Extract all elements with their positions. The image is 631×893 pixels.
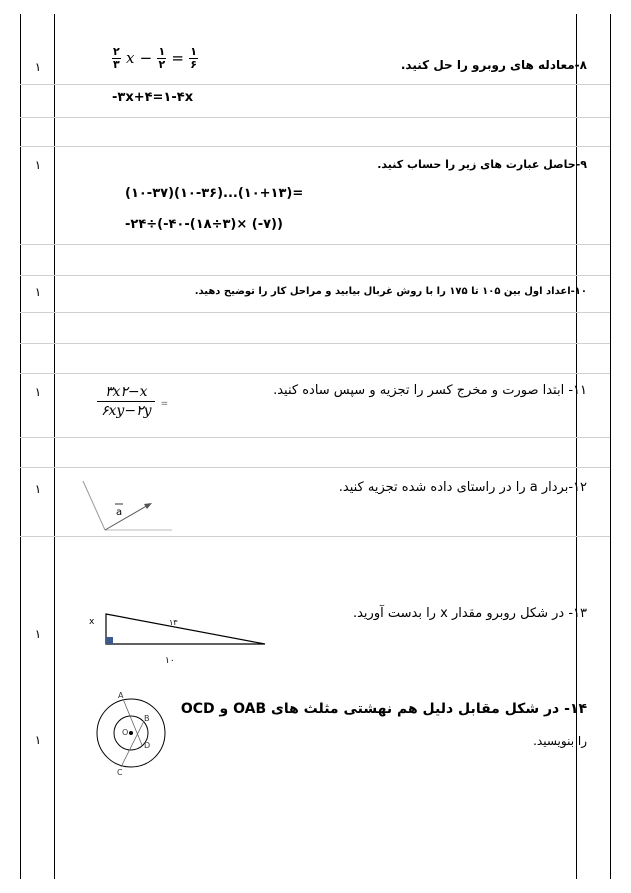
point-o-label: O xyxy=(122,728,129,737)
vector-a-arrow xyxy=(105,504,150,530)
fraction-denominator: ۳ xyxy=(113,58,120,71)
minus-sign: − xyxy=(139,49,153,67)
score-q14: ۱ xyxy=(34,733,42,747)
q8-equation-1 xyxy=(112,46,198,71)
point-a-label: A xyxy=(118,691,124,700)
fraction-numerator: ۱ xyxy=(190,45,197,58)
triangle xyxy=(106,614,265,644)
table-border-left xyxy=(610,14,611,879)
row-divider xyxy=(20,84,610,85)
row-divider xyxy=(20,373,610,374)
row-divider xyxy=(20,146,610,147)
row-divider xyxy=(20,467,610,468)
fraction-numerator: ۲ xyxy=(113,45,120,58)
point-d-label: D xyxy=(144,741,151,750)
q9-expression-2: -۲۴÷(-۴۰-(۱۸÷۳)× (-۷)) xyxy=(125,217,283,232)
segment-ad xyxy=(123,699,142,745)
point-b-label: B xyxy=(144,714,150,723)
q11-fraction xyxy=(97,383,168,420)
table-border-right xyxy=(20,14,21,879)
q9-expression-1: (۱۰-۳۷)(۱۰-۳۶)...(۱۰+۱۳)= xyxy=(125,186,304,201)
direction-line xyxy=(83,481,105,530)
row-divider xyxy=(20,117,610,118)
variable-x: x xyxy=(125,49,135,67)
right-angle-marker xyxy=(106,637,113,644)
row-divider xyxy=(20,343,610,344)
vector-decomposition-figure xyxy=(80,478,190,538)
question-12: ۱۲-بردار a را در راستای داده شده تجزیه کنید. xyxy=(338,480,587,495)
question-14-line-1: ۱۴- در شکل مقابل دلیل هم نهشتی مثلث های OAB و OCD xyxy=(180,701,587,717)
question-9: ۹-حاصل عبارت های زیر را حساب کنید. xyxy=(377,158,587,171)
question-14-line-2: را بنویسید. xyxy=(533,734,587,748)
score-q11: ۱ xyxy=(34,385,42,399)
row-divider xyxy=(20,275,610,276)
q8-equation-2: -۳x+۴=۱-۴x xyxy=(112,90,194,105)
table-border-q xyxy=(576,14,577,879)
row-divider xyxy=(20,312,610,313)
hypotenuse-label: ۱۳ xyxy=(169,618,178,627)
question-8: ۸-معادله های روبرو را حل کنید. xyxy=(400,58,587,72)
score-q9: ۱ xyxy=(34,158,42,172)
fraction-denominator: ۶xy−۲y xyxy=(101,403,152,419)
right-triangle-figure xyxy=(85,608,275,668)
score-q10: ۱ xyxy=(34,285,42,299)
fraction-denominator: ۶ xyxy=(190,58,197,71)
row-divider xyxy=(20,437,610,438)
vector-label: a xyxy=(116,507,123,518)
question-13: ۱۳- در شکل روبرو مقدار x را بدست آورید. xyxy=(352,606,587,621)
score-q13: ۱ xyxy=(34,627,42,641)
fraction-numerator: ۳x۲−x xyxy=(97,383,155,402)
question-10: ۱۰-اعداد اول بین ۱۰۵ تا ۱۷۵ را با روش غربال بیابید و مراحل کار را توضیح دهید. xyxy=(194,286,587,297)
equals-sign: = xyxy=(171,49,184,67)
arrow-head-icon xyxy=(144,503,152,509)
score-q8: ۱ xyxy=(34,60,42,74)
fraction-denominator: ۲ xyxy=(158,58,166,71)
point-c-label: C xyxy=(117,768,123,777)
row-divider xyxy=(20,244,610,245)
side-x-label: x xyxy=(89,617,95,627)
question-11: ۱۱- ابتدا صورت و مخرج کسر را تجزیه و سپس ساده کنید. xyxy=(273,383,587,398)
concentric-circles-figure xyxy=(93,688,173,778)
table-border-score xyxy=(54,14,55,879)
fraction-numerator: ۱ xyxy=(158,45,166,58)
base-label: ۱۰ xyxy=(165,656,175,666)
score-q12: ۱ xyxy=(34,482,42,496)
center-point xyxy=(129,731,133,735)
equals-sign: = xyxy=(160,399,169,409)
